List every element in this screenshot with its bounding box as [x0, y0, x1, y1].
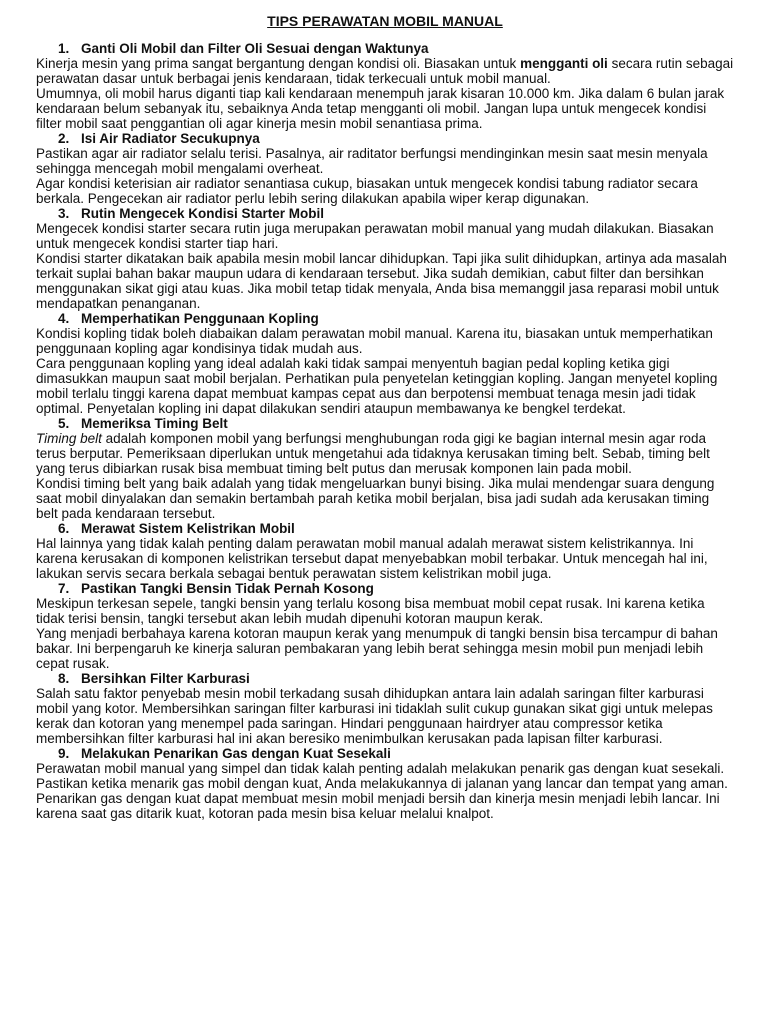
section-1: [36, 41, 734, 131]
section-5: [36, 416, 734, 521]
paragraph: Perawatan mobil manual yang simpel dan tidak kalah penting adalah melakukan penarik gas dengan kuat sesekali. Pastikan ketika menarik gas mobil dengan kuat, Anda melakukannya di jalanan yang lancar dan tempat yang aman.: [36, 761, 728, 791]
bold-term: mengganti oli: [520, 56, 608, 71]
paragraph: Salah satu faktor penyebab mesin mobil terkadang susah dihidupkan antara lain adalah saringan filter karburasi mobil yang kotor. Membersihkan saringan filter karburasi ini tidaklah sulit cukup gunakan sikat gigi untuk melepas kerak dan kotoran yang menempel pada saringan. Hindari penggunaan hairdryer atau compressor ketika membersihkan filter karburasi hal ini akan beresiko menimbulkan kerusakan pada lapisan filter karburasi.: [36, 686, 713, 746]
section-6: [36, 521, 734, 581]
section-number: 1.: [58, 41, 70, 56]
section-4: [36, 311, 734, 416]
section-number: 8.: [58, 671, 70, 686]
paragraph: Umumnya, oli mobil harus diganti tiap kali kendaraan menempuh jarak kisaran 10.000 km. Jika dalam 6 bulan jarak kendaraan belum sebanyak itu, sebaiknya Anda tetap mengganti oli mobil. Jangan lupa untuk mengecek kondisi filter mobil saat penggantian oli agar kinerja mesin mobil senantiasa prima.: [36, 86, 725, 131]
section-heading-text: Rutin Mengecek Kondisi Starter Mobil: [81, 206, 325, 221]
section-2: [36, 131, 734, 206]
section-heading-text: Pastikan Tangki Bensin Tidak Pernah Kosong: [81, 581, 374, 596]
paragraph: Kondisi kopling tidak boleh diabaikan dalam perawatan mobil manual. Karena itu, biasakan untuk memperhatikan penggunaan kopling agar kondisinya tidak mudah aus.: [36, 326, 713, 356]
italic-term: Timing belt: [36, 431, 102, 446]
section-heading: [36, 41, 734, 56]
page-title: TIPS PERAWATAN MOBIL MANUAL: [267, 13, 503, 29]
section-heading: [36, 671, 734, 686]
section-number: 6.: [58, 521, 70, 536]
paragraph-text: adalah komponen mobil yang berfungsi menghubungan roda gigi ke bagian internal mesin agar roda terus berputar. Pemeriksaan diperlukan untuk mengetahui ada tidaknya kerusakan timing belt. Sebab, timing belt yang terus dibiarkan rusak bisa membuat timing belt putus dan merusak komponen lain pada mobil.: [36, 431, 710, 476]
section-number: 4.: [58, 311, 70, 326]
section-3: [36, 206, 734, 311]
paragraph: Hal lainnya yang tidak kalah penting dalam perawatan mobil manual adalah merawat sistem kelistrikannya. Ini karena kerusakan di komponen kelistrikan tersebut dapat menyebabkan mobil terbakar. Untuk mencegah hal ini, lakukan servis secara berkala sebagai bentuk perawatan sistem kelistrikan mobil juga.: [36, 536, 708, 581]
section-heading-text: Merawat Sistem Kelistrikan Mobil: [81, 521, 295, 536]
section-7: [36, 581, 734, 671]
section-heading-text: Bersihkan Filter Karburasi: [81, 671, 250, 686]
section-heading: [36, 521, 734, 536]
paragraph-text: secara rutin sebagai perawatan dasar untuk berbagai jenis kendaraan, tidak terkecuali untuk mobil manual.: [36, 56, 734, 86]
section-heading: [36, 746, 734, 761]
paragraph: Meskipun terkesan sepele, tangki bensin yang terlalu kosong bisa membuat mobil cepat rusak. Ini karena ketika tidak terisi bensin, tangki tersebut akan lebih mudah dipenuhi kotoran maupun kerak.: [36, 596, 705, 626]
section-number: 2.: [58, 131, 70, 146]
paragraph: [36, 56, 734, 86]
section-heading-text: Memperhatikan Penggunaan Kopling: [81, 311, 319, 326]
section-heading-text: Melakukan Penarikan Gas dengan Kuat Sesekali: [81, 746, 391, 761]
section-heading-text: Ganti Oli Mobil dan Filter Oli Sesuai dengan Waktunya: [81, 41, 429, 56]
paragraph: Yang menjadi berbahaya karena kotoran maupun kerak yang menumpuk di tangki bensin bisa tercampur di bahan bakar. Ini berpengaruh ke kinerja saluran pembakaran yang lebih berat sehingga mesin mobil pun menjadi lebih cepat rusak.: [36, 626, 718, 671]
paragraph: Kondisi starter dikatakan baik apabila mesin mobil lancar dihidupkan. Tapi jika sulit dihidupkan, artinya ada masalah terkait suplai bahan bakar maupun udara di kendaraan tersebut. Jika sudah demikian, cabut filter dan bersihkan menggunakan sikat gigi atau kuas. Jika mobil tetap tidak menyala, Anda bisa memanggil jasa reparasi mobil untuk mendapatkan penanganan.: [36, 251, 727, 311]
section-heading: [36, 416, 734, 431]
section-number: 5.: [58, 416, 70, 431]
paragraph: Pastikan agar air radiator selalu terisi. Pasalnya, air raditator berfungsi mendinginkan mesin saat mesin menyala sehingga mencegah mobil mengalami overheat.: [36, 146, 708, 176]
paragraph: Mengecek kondisi starter secara rutin juga merupakan perawatan mobil manual yang mudah dilakukan. Biasakan untuk mengecek kondisi starter tiap hari.: [36, 221, 714, 251]
paragraph: [36, 431, 734, 476]
section-9: [36, 746, 734, 821]
section-heading: [36, 131, 734, 146]
paragraph: Agar kondisi keterisian air radiator senantiasa cukup, biasakan untuk mengecek kondisi tabung radiator secara berkala. Pengecekan air radiator perlu lebih sering dilakukan apabila wiper kerap digunakan.: [36, 176, 698, 206]
section-heading-text: Isi Air Radiator Secukupnya: [81, 131, 260, 146]
section-heading: [36, 206, 734, 221]
section-heading: [36, 311, 734, 326]
section-number: 9.: [58, 746, 70, 761]
section-heading-text: Memeriksa Timing Belt: [81, 416, 228, 431]
section-number: 7.: [58, 581, 70, 596]
paragraph-text: Kinerja mesin yang prima sangat bergantung dengan kondisi oli. Biasakan untuk: [36, 56, 521, 71]
paragraph: Kondisi timing belt yang baik adalah yang tidak mengeluarkan bunyi bising. Jika mulai mendengar suara dengung saat mobil dinyalakan dan semakin bertambah parah ketika mobil berjalan, bisa jadi sudah ada kerusakan timing belt pada kendaraan tersebut.: [36, 476, 715, 521]
paragraph: Penarikan gas dengan kuat dapat membuat mesin mobil menjadi bersih dan kinerja mesin menjadi lebih lancar. Ini karena saat gas ditarik kuat, kotoran pada mesin bisa keluar melalui knalpot.: [36, 791, 720, 821]
paragraph: Cara penggunaan kopling yang ideal adalah kaki tidak sampai menyentuh bagian pedal kopling ketika gigi dimasukkan maupun saat mobil berjalan. Perhatikan pula penyetelan ketinggian kopling. Jangan menyetel kopling mobil terlalu tinggi karena dapat membuat kampas cepat aus dan berpotensi membuat tenaga mesin jadi tidak optimal. Penyetalan kopling ini dapat dilakukan sendiri ataupun membawanya ke bengkel terdekat.: [36, 356, 718, 416]
section-number: 3.: [58, 206, 70, 221]
section-heading: [36, 581, 734, 596]
section-8: [36, 671, 734, 746]
